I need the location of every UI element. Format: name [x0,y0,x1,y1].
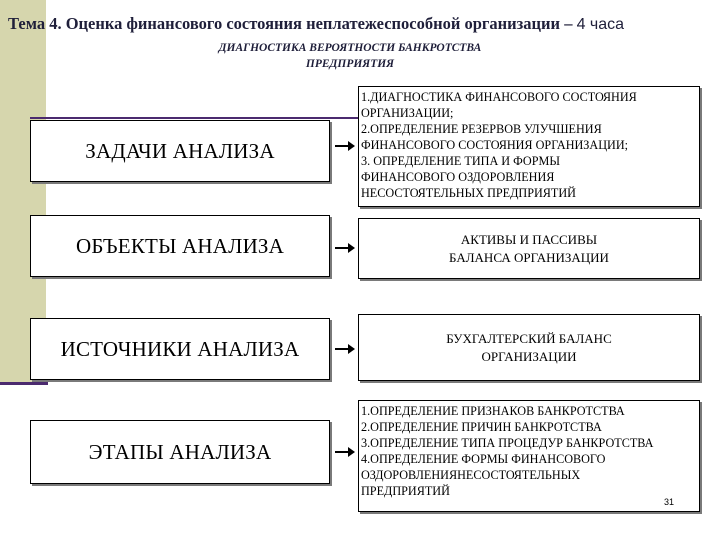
tasks-detail-line: 2.ОПРЕДЕЛЕНИЕ РЕЗЕРВОВ УЛУЧШЕНИЯ [361,122,602,136]
divider-line [30,117,360,119]
tasks-detail-line: ФИНАНСОВОГО СОСТОЯНИЯ ОРГАНИЗАЦИИ; [361,138,629,152]
sources-box [30,318,330,380]
tasks-detail-line: НЕСОСТОЯТЕЛЬНЫХ ПРЕДПРИЯТИЙ [361,186,576,200]
tasks-detail-line: 1.ДИАГНОСТИКА ФИНАНСОВОГО СОСТОЯНИЯ [361,90,637,104]
objects-arrow [335,247,349,249]
tasks-detail-line: ФИНАНСОВОГО ОЗДОРОВЛЕНИЯ [361,170,555,184]
sources-label: ИСТОЧНИКИ АНАЛИЗА [60,336,300,361]
stages-box [30,420,330,484]
objects-box [30,215,330,277]
objects-detail-line: АКТИВЫ И ПАССИВЫ [460,231,598,247]
sources-arrow [335,348,349,350]
sources-details-box [358,314,700,381]
tasks-label: ЗАДАЧИ АНАЛИЗА [85,138,275,163]
sources-detail-line: ОРГАНИЗАЦИИ [481,348,577,364]
stages-details-box [358,400,700,512]
stages-detail-line: ПРЕДПРИЯТИЙ [361,484,450,498]
subtitle-line-1: ДИАГНОСТИКА ВЕРОЯТНОСТИ БАНКРОТСТВА [218,42,482,54]
stages-detail-line: 2.ОПРЕДЕЛЕНИЕ ПРИЧИН БАНКРОТСТВА [361,420,602,434]
stages-detail-line: ОЗДОРОВЛЕНИЯНЕСОСТОЯТЕЛЬНЫХ [361,468,581,482]
page-number: 31 [664,497,675,507]
tasks-arrow [335,145,349,147]
objects-label: ОБЪЕКТЫ АНАЛИЗА [75,233,285,258]
objects-detail-line: БАЛАНСА ОРГАНИЗАЦИИ [449,249,609,265]
title-main: Тема 4. Оценка финансового состояния неплатежеспособной организации – [8,14,573,33]
title-hours: 4 часа [576,16,625,33]
stages-arrow [335,451,349,453]
subtitle-line-2: ПРЕДПРИЯТИЯ [305,58,395,70]
slide-title [8,14,720,34]
sources-detail-line: БУХГАЛТЕРСКИЙ БАЛАНС [446,330,612,346]
tasks-detail-line: 3. ОПРЕДЕЛЕНИЕ ТИПА И ФОРМЫ [361,154,560,168]
tasks-detail-line: ОРГАНИЗАЦИИ; [361,106,454,120]
stages-detail-line: 1.ОПРЕДЕЛЕНИЕ ПРИЗНАКОВ БАНКРОТСТВА [361,404,625,418]
stages-label: ЭТАПЫ АНАЛИЗА [88,439,272,464]
stages-detail-line: 4.ОПРЕДЕЛЕНИЕ ФОРМЫ ФИНАНСОВОГО [361,452,606,466]
tasks-details-box [358,86,700,207]
tasks-box [30,120,330,182]
stages-detail-line: 3.ОПРЕДЕЛЕНИЕ ТИПА ПРОЦЕДУР БАНКРОТСТВА [361,436,654,450]
objects-details-box [358,218,700,279]
accent-line [0,382,48,385]
